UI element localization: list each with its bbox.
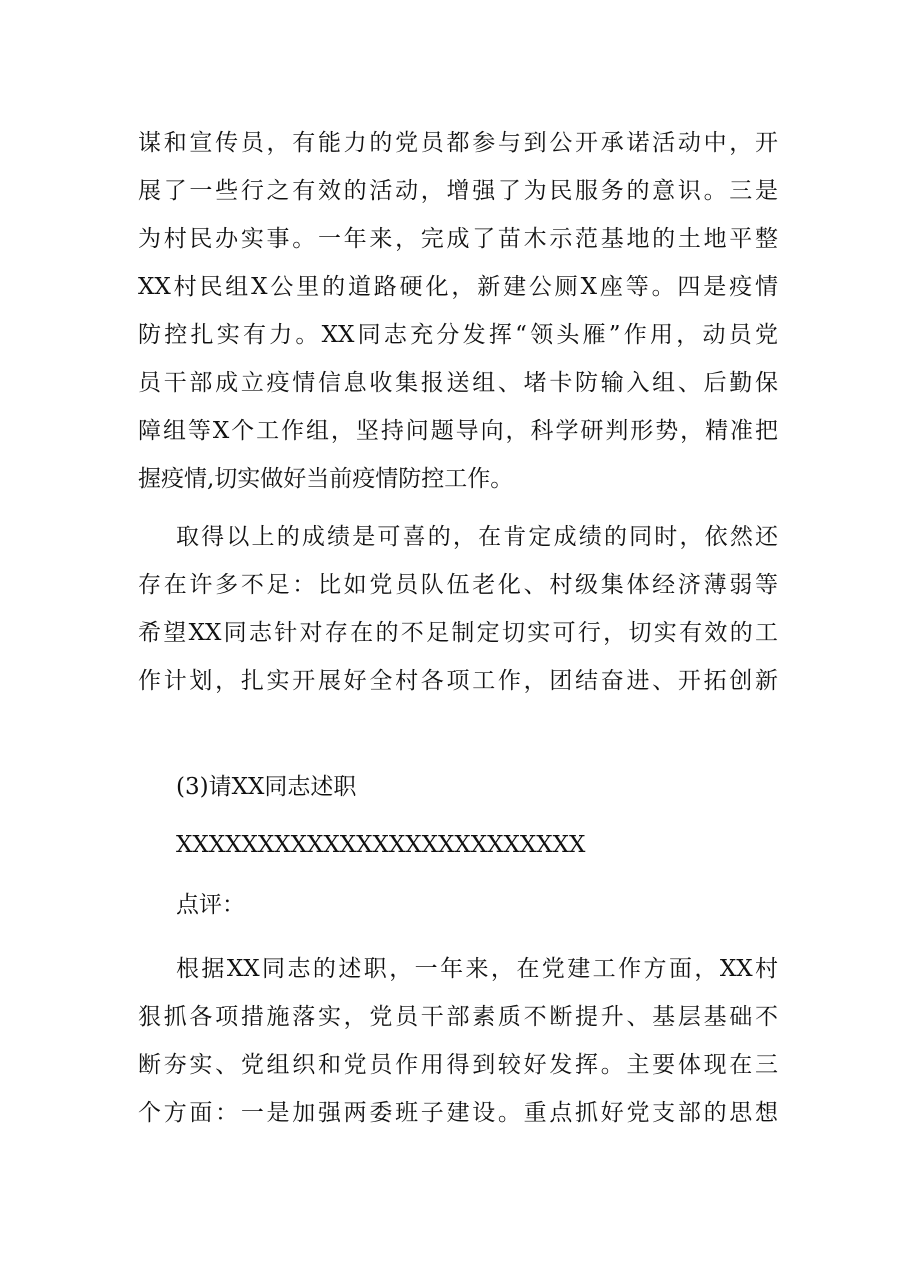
paragraph-1-line-5: 防控扎实有力。XX同志充分发挥“领头雁”作用，动员党 (138, 322, 778, 348)
paragraph-1-line-7: 障组等X个工作组，坚持问题导向，科学研判形势，精准把 (138, 418, 778, 444)
paragraph-1-line-6: 员干部成立疫情信息收集报送组、堵卡防输入组、后勤保 (138, 370, 778, 396)
paragraph-1-line-2: 展了一些行之有效的活动，增强了为民服务的意识。三是 (138, 178, 778, 204)
paragraph-2-line-2: 存在许多不足：比如党员队伍老化、村级集体经济薄弱等 (138, 572, 778, 598)
paragraph-1-line-1: 谋和宣传员，有能力的党员都参与到公开承诺活动中，开 (138, 130, 778, 156)
paragraph-3-line-2: 狠抓各项措施落实，党员干部素质不断提升、基层基础不 (138, 1004, 778, 1030)
placeholder-line: XXXXXXXXXXXXXXXXXXXXXXXXX (176, 832, 586, 858)
paragraph-3-line-1: 根据XX同志的述职，一年来，在党建工作方面，XX村 (176, 956, 778, 982)
paragraph-1-line-8: 握疫情,切实做好当前疫情防控工作。 (138, 466, 514, 492)
paragraph-2-line-1: 取得以上的成绩是可喜的，在肯定成绩的同时，依然还 (176, 524, 778, 550)
comment-label: 点评： (176, 892, 245, 918)
paragraph-2-line-4: 作计划，扎实开展好全村各项工作，团结奋进、开拓创新 (138, 668, 778, 694)
paragraph-3-line-4: 个方面：一是加强两委班子建设。重点抓好党支部的思想 (138, 1100, 778, 1126)
paragraph-1-line-3: 为村民办实事。一年来，完成了苗木示范基地的土地平整 (138, 226, 778, 252)
paragraph-2-line-3: 希望XX同志针对存在的不足制定切实可行，切实有效的工 (138, 620, 778, 646)
section-heading: (3)请XX同志述职 (176, 774, 357, 800)
paragraph-1-line-4: XX村民组X公里的道路硬化，新建公厕X座等。四是疫情 (138, 274, 778, 300)
paragraph-3-line-3: 断夯实、党组织和党员作用得到较好发挥。主要体现在三 (138, 1052, 778, 1078)
